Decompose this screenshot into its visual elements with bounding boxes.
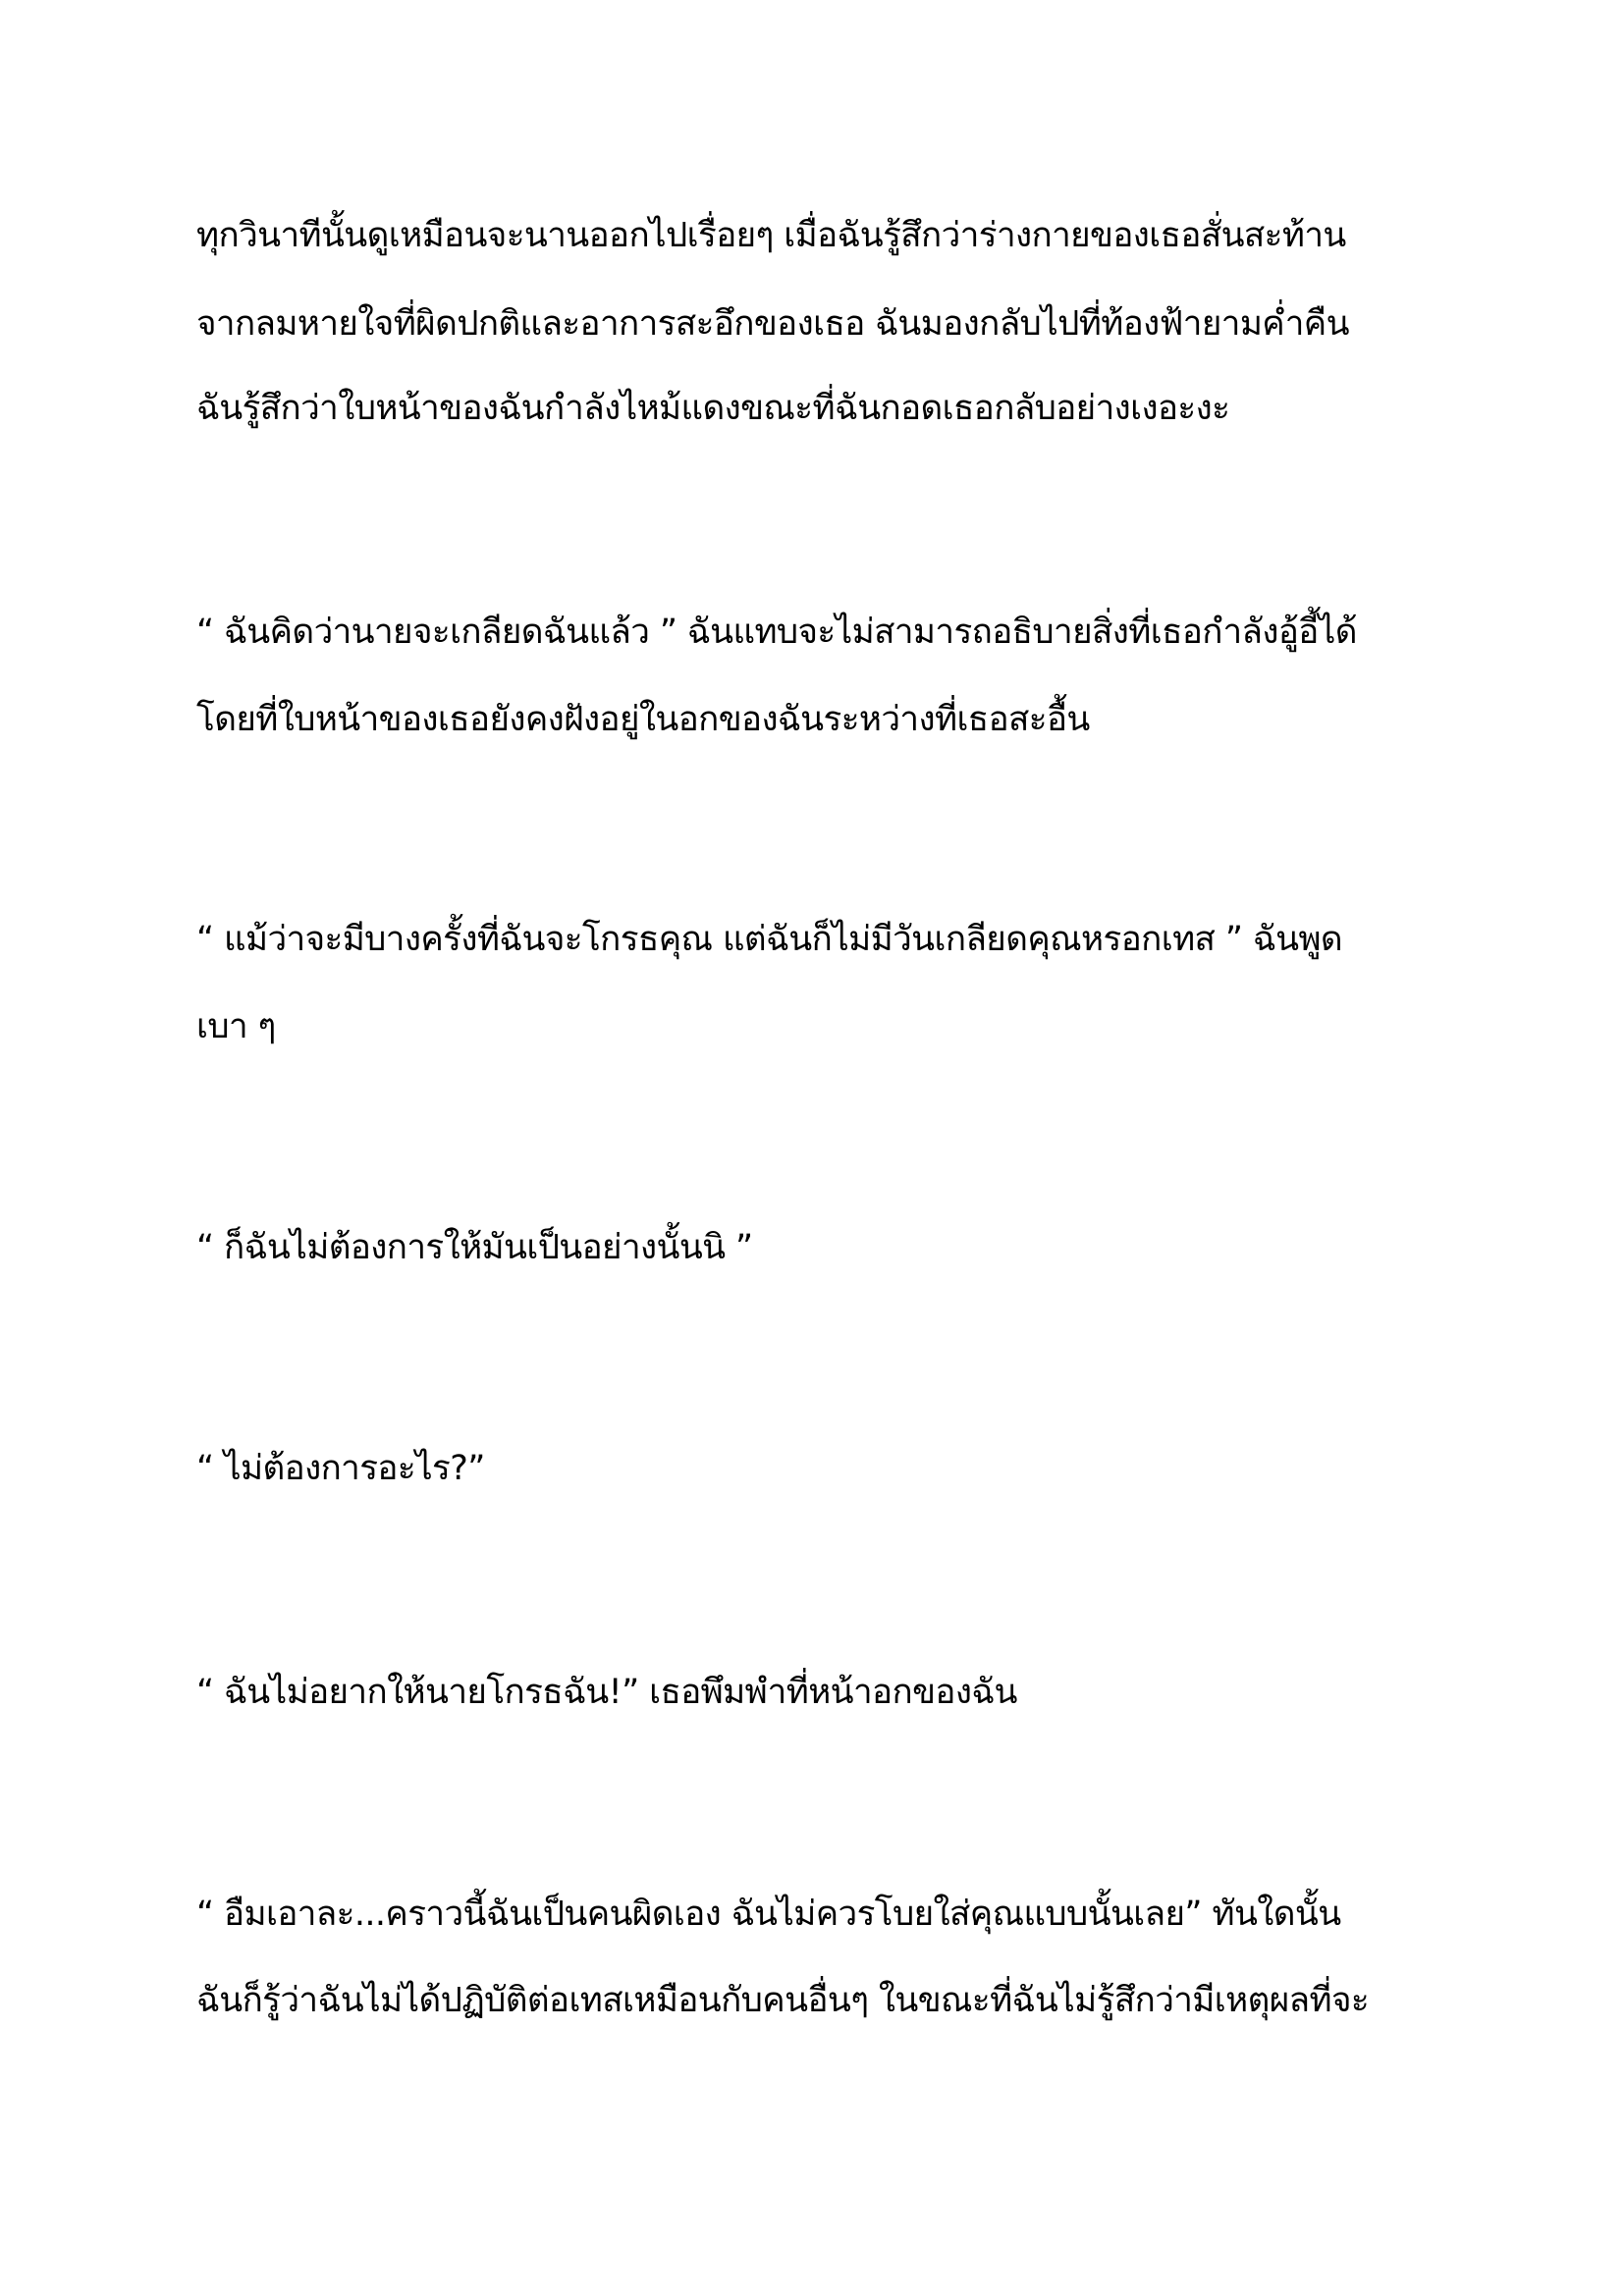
text-line: จากลมหายใจที่ผิดปกติและอาการสะอึกของเธอ ฉันมองกลับไปที่ท้องฟ้ายามค่ำคืน <box>196 304 1349 344</box>
text-line: “ ไม่ต้องการอะไร?” <box>196 1449 485 1488</box>
text-line: “ ก็ฉันไม่ต้องการให้มันเป็นอย่างนั้นนิ ” <box>196 1228 753 1267</box>
text-line: ฉันรู้สึกว่าใบหน้าของฉันกำลังไหม้แดงขณะที่ฉันกอดเธอกลับอย่างเงอะงะ <box>196 389 1230 428</box>
text-line: “ อืมเอาละ...คราวนี้ฉันเป็นคนผิดเอง ฉันไม่ควรโบยใส่คุณแบบนั้นเลย” ทันใดนั้น <box>196 1895 1341 1934</box>
text-line: “ แม้ว่าจะมีบางครั้งที่ฉันจะโกรธคุณ แต่ฉันก็ไม่มีวันเกลียดคุณหรอกเทส ” ฉันพูด <box>196 920 1343 959</box>
text-line: ทุกวินาทีนั้นดูเหมือนจะนานออกไปเรื่อยๆ เมื่อฉันรู้สึกว่าร่างกายของเธอสั่นสะท้าน <box>196 216 1346 255</box>
text-line: ฉันก็รู้ว่าฉันไม่ได้ปฏิบัติต่อเทสเหมือนกับคนอื่นๆ ในขณะที่ฉันไม่รู้สึกว่ามีเหตุผลที่จะ <box>196 1981 1370 2020</box>
text-line: โดยที่ใบหน้าของเธอยังคงฝังอยู่ในอกของฉันระหว่างที่เธอสะอื้น <box>196 700 1090 739</box>
text-line: เบา ๆ <box>196 1007 276 1046</box>
text-line: “ ฉันคิดว่านายจะเกลียดฉันแล้ว ” ฉันแทบจะไม่สามารถอธิบายสิ่งที่เธอกำลังอู้อี้ได้ <box>196 613 1357 652</box>
text-line: “ ฉันไม่อยากให้นายโกรธฉัน!” เธอพึมพำที่หน้าอกของฉัน <box>196 1673 1017 1712</box>
